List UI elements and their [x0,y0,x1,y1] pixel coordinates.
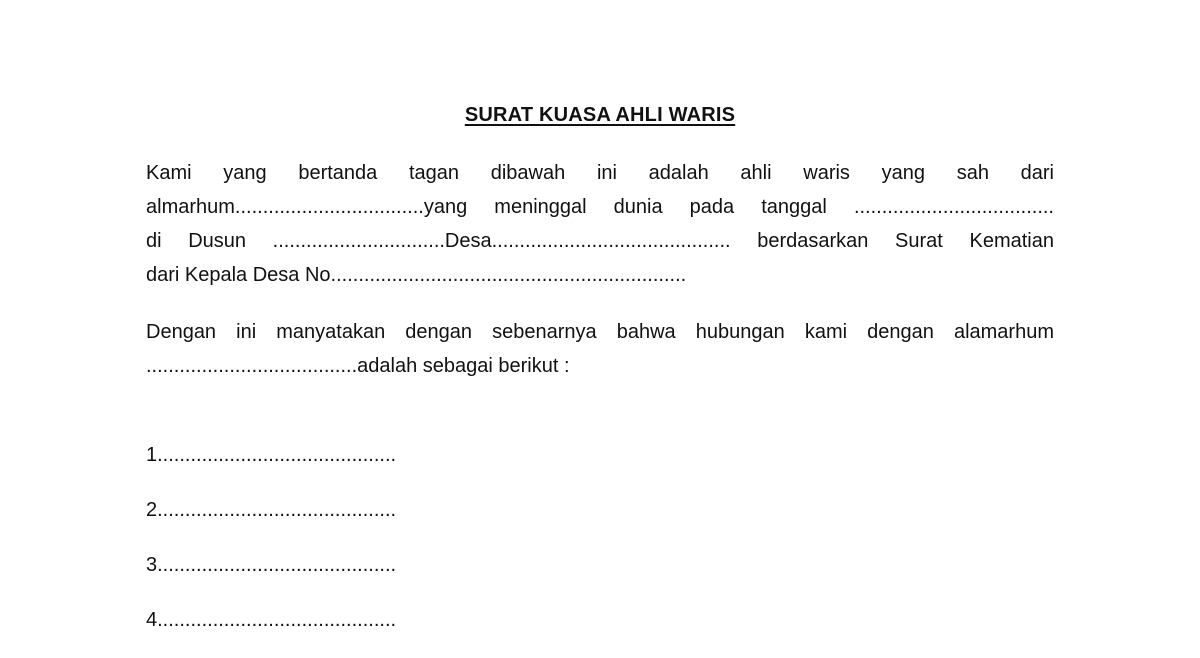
paragraph-line: Kami yang bertanda tagan dibawah ini adalah ahli waris yang sah dari [146,162,1054,184]
list-item: 1........................................... [146,444,397,466]
list-item: 4........................................... [146,609,397,631]
opening-paragraph [146,156,1054,292]
heir-list [146,438,396,658]
paragraph-line: di Dusun ...............................Desa........................................... berdasarkan Surat Kematian [146,230,1054,252]
paragraph-line: dari Kepala Desa No................................................................ [146,264,687,286]
document-title: SURAT KUASA AHLI WARIS [464,104,736,126]
list-item: 3........................................... [146,554,397,576]
statement-paragraph [146,315,1054,383]
paragraph-line: ......................................adalah sebagai berikut : [146,355,570,377]
list-item: 2........................................... [146,499,397,521]
paragraph-line: Dengan ini manyatakan dengan sebenarnya bahwa hubungan kami dengan alamarhum [146,321,1054,343]
paragraph-line: almarhum..................................yang meninggal dunia pada tanggal .................................... [146,196,1054,218]
